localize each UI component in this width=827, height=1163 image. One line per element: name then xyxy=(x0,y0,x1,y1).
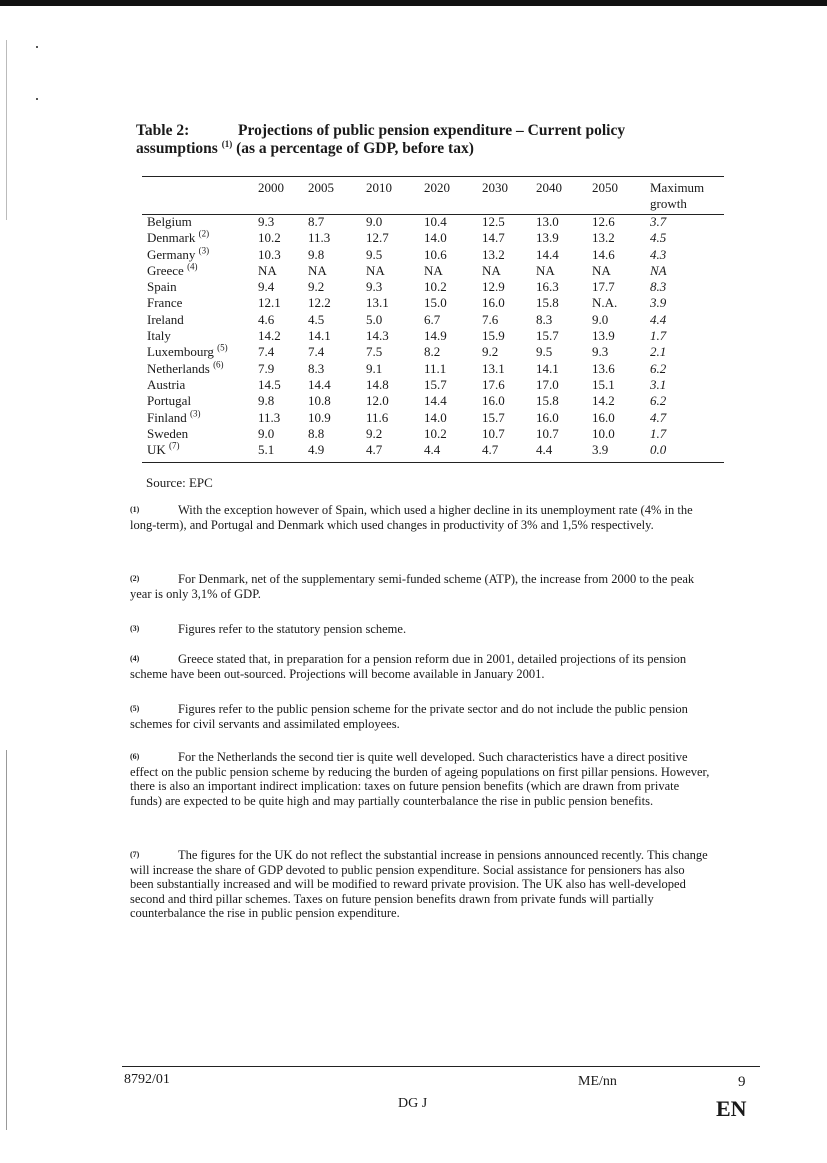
footnote-number: (5) xyxy=(130,704,140,713)
footnote-number: (4) xyxy=(130,654,140,663)
value-cell: 9.5 xyxy=(366,246,383,262)
value-cell: 9.2 xyxy=(308,279,325,295)
value-cell: 10.2 xyxy=(424,279,447,295)
footnote-number: (6) xyxy=(130,752,140,761)
margin-mark xyxy=(6,750,7,1130)
country-name: Italy xyxy=(147,328,171,344)
max-growth-cell: 1.7 xyxy=(650,425,667,441)
value-cell: 10.0 xyxy=(592,425,615,441)
country-cell xyxy=(142,442,258,458)
value-cell: 14.6 xyxy=(592,246,615,262)
country-name: Denmark xyxy=(147,230,196,246)
max-growth-cell: 4.3 xyxy=(650,246,667,262)
value-cell: 10.2 xyxy=(258,230,281,246)
footnote-text: With the exception however of Spain, which used a higher decline in its unemployment rate (4% in the long-term), and Portugal and Denmark which used changes in productivity of 3% and 1,5% respectively. xyxy=(130,503,693,532)
value-cell: 8.8 xyxy=(308,425,325,441)
footnote xyxy=(130,503,710,532)
value-cell: 16.3 xyxy=(536,279,559,295)
scan-top-edge xyxy=(0,0,827,6)
max-growth-cell: 4.4 xyxy=(650,311,667,327)
value-cell: 14.0 xyxy=(424,230,447,246)
table-row xyxy=(142,328,724,344)
country-name: Sweden xyxy=(147,425,189,441)
table-title-text-a: Projections of public pension expenditure – Current policy assumptions xyxy=(136,122,626,157)
value-cell: 5.1 xyxy=(258,442,275,458)
footnote xyxy=(130,652,710,681)
country-name: Spain xyxy=(147,279,177,295)
value-cell: 14.4 xyxy=(424,393,447,409)
footer-language: EN xyxy=(716,1096,747,1121)
value-cell: 14.9 xyxy=(424,328,447,344)
value-cell: 17.0 xyxy=(536,376,559,392)
value-cell: 15.8 xyxy=(536,393,559,409)
value-cell: 10.7 xyxy=(482,425,505,441)
value-cell: 14.3 xyxy=(366,328,389,344)
value-cell: 7.6 xyxy=(482,311,499,327)
country-cell xyxy=(142,263,258,279)
value-cell: 9.3 xyxy=(592,344,609,360)
value-cell: 12.9 xyxy=(482,279,505,295)
country-cell xyxy=(142,328,258,344)
table-row xyxy=(142,230,724,246)
column-header: 2030 xyxy=(482,180,508,195)
table-row xyxy=(142,377,724,393)
value-cell: 8.3 xyxy=(308,360,325,376)
table-row xyxy=(142,426,724,442)
value-cell: 4.4 xyxy=(536,442,553,458)
country-cell xyxy=(142,295,258,311)
value-cell: 10.4 xyxy=(424,214,447,229)
value-cell: NA xyxy=(258,262,277,278)
max-growth-cell: 8.3 xyxy=(650,279,667,295)
value-cell: NA xyxy=(482,262,501,278)
value-cell: 9.0 xyxy=(366,214,383,229)
pension-table xyxy=(142,176,724,458)
country-cell xyxy=(142,247,258,263)
value-cell: 9.2 xyxy=(366,425,383,441)
value-cell: 12.5 xyxy=(482,214,505,229)
value-cell: 9.3 xyxy=(258,214,275,229)
value-cell: 9.1 xyxy=(366,360,383,376)
margin-mark xyxy=(6,40,7,220)
country-name: Germany xyxy=(147,246,196,262)
table-title-note: (1) xyxy=(221,138,233,149)
table-row xyxy=(142,214,724,230)
value-cell: 4.9 xyxy=(308,442,325,458)
value-cell: 17.6 xyxy=(482,376,505,392)
value-cell: 13.2 xyxy=(482,246,505,262)
max-growth-cell: 1.7 xyxy=(650,328,667,344)
max-growth-cell: 4.7 xyxy=(650,409,667,425)
country-name: Finland xyxy=(147,409,187,425)
value-cell: 4.7 xyxy=(482,442,499,458)
value-cell: 13.2 xyxy=(592,230,615,246)
value-cell: 10.6 xyxy=(424,246,447,262)
footnote-text: For Denmark, net of the supplementary semi-funded scheme (ATP), the increase from 2000 to the peak year is only 3,1% of GDP. xyxy=(130,572,695,601)
value-cell: 15.0 xyxy=(424,295,447,311)
value-cell: 14.5 xyxy=(258,376,281,392)
value-cell: 14.1 xyxy=(308,328,331,344)
column-header: 2010 xyxy=(366,180,392,195)
country-name: Belgium xyxy=(147,214,192,229)
footnote-number: (2) xyxy=(130,574,140,583)
max-growth-cell: 2.1 xyxy=(650,344,667,360)
value-cell: 15.8 xyxy=(536,295,559,311)
value-cell: 12.0 xyxy=(366,393,389,409)
table-row xyxy=(142,410,724,426)
value-cell: 11.3 xyxy=(258,409,281,425)
value-cell: 13.0 xyxy=(536,214,559,229)
footnote xyxy=(130,750,710,808)
value-cell: 14.1 xyxy=(536,360,559,376)
country-cell xyxy=(142,214,258,230)
value-cell: 12.6 xyxy=(592,214,615,229)
footer-dg: DG J xyxy=(398,1096,428,1111)
table-row xyxy=(142,279,724,295)
country-name: Austria xyxy=(147,376,186,392)
column-header: 2050 xyxy=(592,180,618,195)
country-note: (2) xyxy=(198,228,210,239)
value-cell: 4.7 xyxy=(366,442,383,458)
footnote-number: (1) xyxy=(130,505,140,514)
value-cell: 10.7 xyxy=(536,425,559,441)
footnote xyxy=(130,848,710,921)
value-cell: 16.0 xyxy=(592,409,615,425)
value-cell: 17.7 xyxy=(592,279,615,295)
max-growth-cell: 3.1 xyxy=(650,376,667,392)
footer-doc-number: 8792/01 xyxy=(124,1072,170,1087)
table-row xyxy=(142,393,724,409)
value-cell: 14.2 xyxy=(258,328,281,344)
value-cell: 13.1 xyxy=(482,360,505,376)
value-cell: 10.3 xyxy=(258,246,281,262)
value-cell: 8.3 xyxy=(536,311,553,327)
value-cell: 11.6 xyxy=(366,409,389,425)
table-label: Table 2: xyxy=(136,122,190,139)
footnote-text: Figures refer to the public pension scheme for the private sector and do not include the public pension schemes for civil servants and assimilated employees. xyxy=(130,702,688,731)
value-cell: 8.2 xyxy=(424,344,441,360)
country-cell xyxy=(142,344,258,360)
value-cell: 11.1 xyxy=(424,360,447,376)
max-growth-cell: 0.0 xyxy=(650,442,667,458)
footnote xyxy=(130,572,710,601)
value-cell: 14.0 xyxy=(424,409,447,425)
table-row xyxy=(142,344,724,360)
max-growth-cell: 6.2 xyxy=(650,393,667,409)
country-name: Portugal xyxy=(147,393,192,409)
value-cell: 16.0 xyxy=(482,295,505,311)
country-cell xyxy=(142,361,258,377)
value-cell: 12.7 xyxy=(366,230,389,246)
footnote-text: For the Netherlands the second tier is quite well developed. Such characteristics have a direct positive effect on the public pension scheme by reducing the burden of ageing populations on first pillar pensions. However, there is also an important indirect implication: taxes on future pension benefits (which are drawn from private funds) are expected to be quite high and may partially counterbalance the rise in public pension benefits. xyxy=(130,750,710,808)
country-note: (5) xyxy=(217,343,228,354)
value-cell: 4.6 xyxy=(258,311,275,327)
column-header: 2000 xyxy=(258,180,284,195)
country-column-header xyxy=(142,176,258,214)
value-cell: 15.7 xyxy=(424,376,447,392)
value-cell: 7.9 xyxy=(258,360,275,376)
value-cell: 9.5 xyxy=(536,344,553,360)
footer-initials: ME/nn xyxy=(578,1074,617,1089)
country-note: (4) xyxy=(187,261,198,272)
country-cell xyxy=(142,426,258,442)
value-cell: 13.9 xyxy=(536,230,559,246)
country-cell xyxy=(142,393,258,409)
value-cell: 7.5 xyxy=(366,344,383,360)
value-cell: 9.8 xyxy=(308,246,325,262)
table-bottom-rule xyxy=(142,462,724,463)
country-note: (3) xyxy=(189,408,201,419)
value-cell: NA xyxy=(366,262,385,278)
value-cell: 12.2 xyxy=(308,295,331,311)
country-note: (3) xyxy=(198,245,210,256)
value-cell: 15.7 xyxy=(536,328,559,344)
value-cell: 9.4 xyxy=(258,279,275,295)
column-header: 2005 xyxy=(308,180,334,195)
value-cell: 8.7 xyxy=(308,214,325,229)
country-name: Netherlands xyxy=(147,360,210,376)
value-cell: 7.4 xyxy=(258,344,275,360)
footnote-text: Figures refer to the statutory pension scheme. xyxy=(178,622,407,636)
value-cell: 15.9 xyxy=(482,328,505,344)
max-growth-cell: 3.9 xyxy=(650,295,667,311)
table-row xyxy=(142,361,724,377)
country-cell xyxy=(142,230,258,246)
country-cell xyxy=(142,410,258,426)
max-growth-cell: 4.5 xyxy=(650,230,667,246)
source-note: Source: EPC xyxy=(146,475,213,490)
country-name: Luxembourg xyxy=(147,344,214,360)
value-cell: 9.3 xyxy=(366,279,383,295)
value-cell: 13.6 xyxy=(592,360,615,376)
footer-page-number: 9 xyxy=(738,1074,746,1090)
country-cell xyxy=(142,312,258,328)
value-cell: 13.9 xyxy=(592,328,615,344)
country-cell xyxy=(142,377,258,393)
value-cell: 14.4 xyxy=(536,246,559,262)
table-row xyxy=(142,247,724,263)
footnote xyxy=(130,622,710,637)
value-cell: 7.4 xyxy=(308,344,325,360)
footnote-text: The figures for the UK do not reflect the substantial increase in pensions announced recently. This change will increase the share of GDP devoted to public pension expenditure. Social assistance for pensioners has also been substantially increased and will be modified to reward private provision. The UK also has well-developed second and third pillar schemes. Taxes on future pension benefits drawn from private funds will partially counterbalance the rise in public pension expenditure. xyxy=(130,848,708,920)
table-row xyxy=(142,312,724,328)
value-cell: 12.1 xyxy=(258,295,281,311)
country-name: UK xyxy=(147,442,166,458)
value-cell: 11.3 xyxy=(308,230,331,246)
value-cell: 4.4 xyxy=(424,442,441,458)
value-cell: 9.2 xyxy=(482,344,499,360)
table-row xyxy=(142,263,724,279)
value-cell: NA xyxy=(592,262,611,278)
value-cell: 13.1 xyxy=(366,295,389,311)
value-cell: 10.9 xyxy=(308,409,331,425)
country-note: (7) xyxy=(169,440,180,451)
value-cell: 14.8 xyxy=(366,376,389,392)
table-title xyxy=(136,122,696,158)
value-cell: 10.8 xyxy=(308,393,331,409)
footnote-number: (3) xyxy=(130,624,140,633)
value-cell: NA xyxy=(424,262,443,278)
footnote-number: (7) xyxy=(130,850,140,859)
value-cell: NA xyxy=(308,262,327,278)
column-header-maximum-growth: Maximum growth xyxy=(650,180,705,212)
value-cell: 5.0 xyxy=(366,311,383,327)
footer-rule xyxy=(122,1066,760,1067)
margin-mark xyxy=(36,98,38,100)
value-cell: 6.7 xyxy=(424,311,441,327)
country-cell xyxy=(142,279,258,295)
max-growth-cell: 3.7 xyxy=(650,214,667,229)
table-row xyxy=(142,295,724,311)
value-cell: 14.4 xyxy=(308,376,331,392)
max-growth-cell: NA xyxy=(650,262,667,278)
value-cell: N.A. xyxy=(592,295,618,311)
country-note: (6) xyxy=(213,359,224,370)
country-name: France xyxy=(147,295,183,311)
value-cell: 14.2 xyxy=(592,393,615,409)
table-row xyxy=(142,442,724,458)
value-cell: 9.0 xyxy=(592,311,609,327)
column-header: 2020 xyxy=(424,180,450,195)
value-cell: 14.7 xyxy=(482,230,505,246)
footnote-text: Greece stated that, in preparation for a pension reform due in 2001, detailed projections of its pension scheme have been out-sourced. Projections will become available in January 2001. xyxy=(130,652,687,681)
value-cell: 15.1 xyxy=(592,376,615,392)
value-cell: 16.0 xyxy=(536,409,559,425)
value-cell: 9.8 xyxy=(258,393,275,409)
max-growth-cell: 6.2 xyxy=(650,360,667,376)
value-cell: 4.5 xyxy=(308,311,325,327)
value-cell: 10.2 xyxy=(424,425,447,441)
country-name: Ireland xyxy=(147,311,184,327)
country-name: Greece xyxy=(147,262,184,278)
margin-mark xyxy=(36,46,38,48)
table-header-row xyxy=(142,176,724,214)
value-cell: 16.0 xyxy=(482,393,505,409)
value-cell: 15.7 xyxy=(482,409,505,425)
value-cell: NA xyxy=(536,262,555,278)
footnote xyxy=(130,702,710,731)
value-cell: 3.9 xyxy=(592,442,609,458)
column-header: 2040 xyxy=(536,180,562,195)
table-title-text-b: (as a percentage of GDP, before tax) xyxy=(236,140,474,157)
value-cell: 9.0 xyxy=(258,425,275,441)
